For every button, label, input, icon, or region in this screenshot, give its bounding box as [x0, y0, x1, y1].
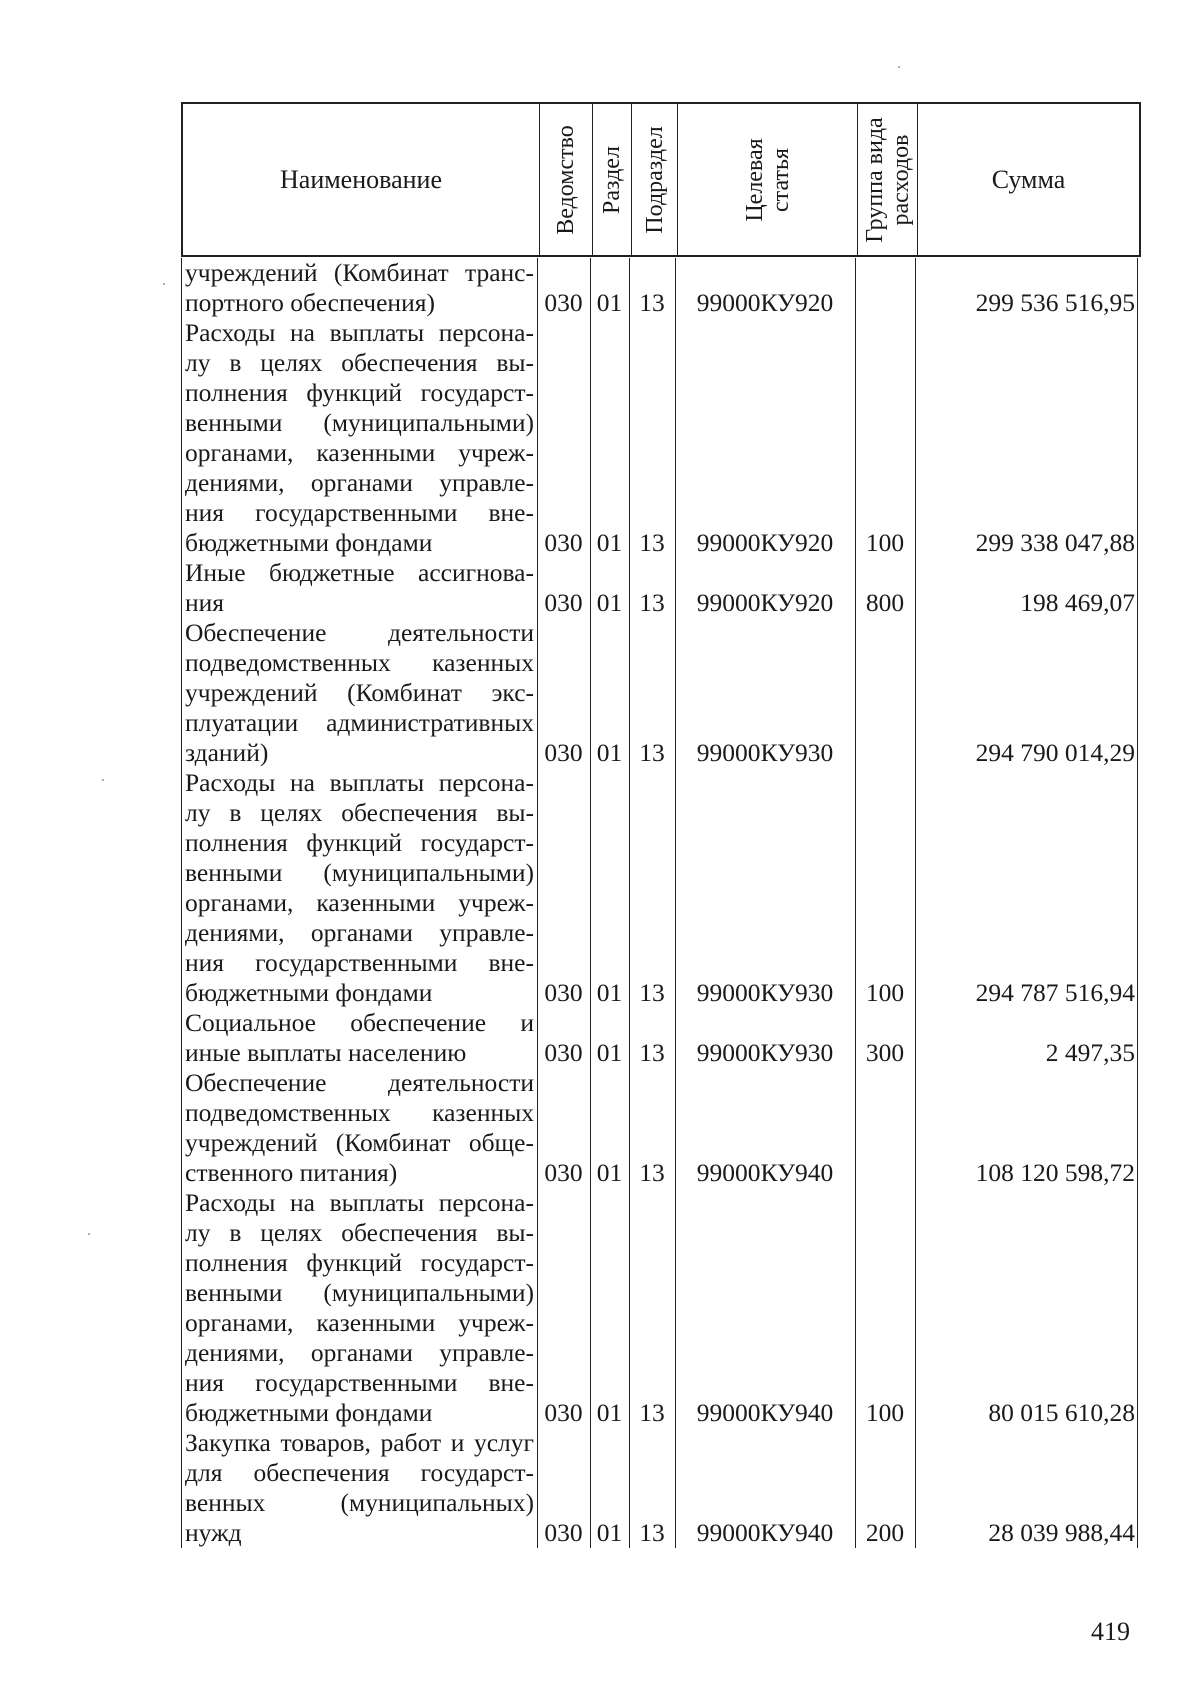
row-name — [185, 258, 534, 318]
table-row — [181, 318, 1141, 558]
row-ved: 030 — [544, 528, 583, 557]
row-name-line: для обеспечения государст- — [185, 1458, 534, 1487]
row-ved: 030 — [544, 978, 583, 1007]
row-sum: 294 787 516,94 — [975, 978, 1135, 1007]
row-grp: 300 — [865, 1038, 905, 1067]
header-name: Наименование — [280, 164, 442, 194]
header-razdel-cell — [592, 104, 631, 255]
row-ved: 030 — [544, 1518, 583, 1547]
column-rule — [590, 258, 591, 1548]
row-razd: 01 — [596, 738, 623, 767]
row-razd: 01 — [596, 1518, 623, 1547]
header-razdel: Раздел — [599, 145, 625, 214]
row-name-line: полнения функций государст- — [185, 828, 534, 857]
row-podr: 13 — [639, 738, 665, 767]
row-name-line: иные выплаты населению — [185, 1038, 467, 1067]
row-razd: 01 — [596, 1038, 623, 1067]
row-name — [185, 1188, 534, 1428]
row-name-line: дениями, органами управле- — [185, 1338, 534, 1367]
row-podr: 13 — [639, 288, 665, 317]
row-cel: 99000КУ920 — [696, 288, 834, 317]
header-gruppa: Группа вида расходов — [861, 116, 914, 243]
row-cel: 99000КУ930 — [696, 1038, 834, 1067]
row-name-line: бюджетными фондами — [185, 978, 433, 1007]
row-razd: 01 — [596, 288, 623, 317]
row-name-line: портного обеспечения) — [185, 288, 435, 317]
column-rule — [675, 258, 676, 1548]
row-ved: 030 — [544, 588, 583, 617]
row-name-line: лу в целях обеспечения вы- — [185, 798, 534, 827]
row-podr: 13 — [639, 588, 665, 617]
page-number: 419 — [1091, 1617, 1130, 1646]
row-cel: 99000КУ940 — [696, 1518, 834, 1547]
row-name-line: лу в целях обеспечения вы- — [185, 1218, 534, 1247]
header-celevaya-cell — [677, 104, 857, 255]
row-grp: 100 — [865, 1398, 905, 1427]
table-row — [181, 618, 1141, 768]
row-name — [185, 1068, 534, 1188]
row-name — [185, 1428, 534, 1548]
row-name-line: полнения функций государст- — [185, 1248, 534, 1277]
row-sum: 294 790 014,29 — [975, 738, 1135, 767]
row-name-line: органами, казенными учреж- — [185, 438, 534, 467]
row-sum: 28 039 988,44 — [988, 1518, 1135, 1547]
column-rule — [181, 258, 182, 1548]
row-sum: 299 536 516,95 — [975, 288, 1135, 317]
row-name-line: ния государственными вне- — [185, 948, 534, 977]
row-name-line: подведомственных казенных — [185, 648, 534, 677]
row-cel: 99000КУ920 — [696, 528, 834, 557]
row-cel: 99000КУ940 — [696, 1398, 834, 1427]
row-cel: 99000КУ920 — [696, 588, 834, 617]
row-ved: 030 — [544, 738, 583, 767]
header-summa-cell — [917, 104, 1139, 255]
row-name-line: нужд — [185, 1518, 242, 1547]
row-sum: 2 497,35 — [1045, 1038, 1135, 1067]
row-name — [185, 618, 534, 768]
row-name — [185, 558, 534, 618]
scan-speck — [102, 779, 104, 781]
header-podrazdel: Подраздел — [641, 125, 668, 234]
row-name-line: Расходы на выплаты персона- — [185, 318, 534, 347]
row-ved: 030 — [544, 1038, 583, 1067]
row-razd: 01 — [596, 588, 623, 617]
row-sum: 108 120 598,72 — [975, 1158, 1135, 1187]
header-vedomstvo: Ведомство — [553, 124, 579, 235]
row-name-line: Социальное обеспечение и — [185, 1008, 534, 1037]
column-rule — [629, 258, 630, 1548]
row-grp: 100 — [865, 978, 905, 1007]
row-sum: 198 469,07 — [1020, 588, 1135, 617]
table-row — [181, 1428, 1141, 1548]
row-name-line: бюджетными фондами — [185, 528, 433, 557]
table-header — [181, 102, 1141, 257]
row-name-line: венными (муниципальными) — [185, 1278, 534, 1307]
table-row — [181, 558, 1141, 618]
scan-speck — [163, 283, 165, 285]
row-name-line: ственного питания) — [185, 1158, 398, 1187]
scan-speck — [898, 66, 900, 68]
row-name-line: дениями, органами управле- — [185, 468, 534, 497]
row-razd: 01 — [596, 1158, 623, 1187]
row-podr: 13 — [639, 528, 665, 557]
row-name-line: Иные бюджетные ассигнова- — [185, 558, 534, 587]
row-name-line: учреждений (Комбинат экс- — [185, 678, 534, 707]
row-grp: 200 — [865, 1518, 905, 1547]
column-rule — [1137, 258, 1138, 1548]
row-sum: 299 338 047,88 — [975, 528, 1135, 557]
table-row — [181, 1008, 1141, 1068]
row-name — [185, 768, 534, 1008]
row-name — [185, 318, 534, 558]
table-row — [181, 768, 1141, 1008]
row-name-line: Расходы на выплаты персона- — [185, 1188, 534, 1217]
row-name-line: учреждений (Комбинат обще- — [185, 1128, 534, 1157]
row-name-line: учреждений (Комбинат транс- — [185, 258, 534, 287]
scan-speck — [88, 1233, 90, 1235]
header-gruppa-cell — [857, 104, 917, 255]
row-razd: 01 — [596, 1398, 623, 1427]
row-name-line: ния — [185, 588, 225, 617]
row-podr: 13 — [639, 1518, 665, 1547]
row-cel: 99000КУ940 — [696, 1158, 834, 1187]
row-name-line: венных (муниципальных) — [185, 1488, 534, 1517]
row-name-line: дениями, органами управле- — [185, 918, 534, 947]
row-name — [185, 1008, 534, 1068]
row-name-line: лу в целях обеспечения вы- — [185, 348, 534, 377]
row-name-line: Обеспечение деятельности — [185, 618, 534, 647]
row-razd: 01 — [596, 528, 623, 557]
column-rule — [537, 258, 538, 1548]
row-podr: 13 — [639, 1158, 665, 1187]
header-podrazdel-cell — [631, 104, 677, 255]
row-razd: 01 — [596, 978, 623, 1007]
row-name-line: венными (муниципальными) — [185, 858, 534, 887]
column-rule — [915, 258, 916, 1548]
row-name-line: зданий) — [185, 738, 269, 767]
row-ved: 030 — [544, 1398, 583, 1427]
row-sum: 80 015 610,28 — [988, 1398, 1135, 1427]
row-name-line: бюджетными фондами — [185, 1398, 433, 1427]
row-name-line: органами, казенными учреж- — [185, 1308, 534, 1337]
row-name-line: Обеспечение деятельности — [185, 1068, 534, 1097]
table-row — [181, 1068, 1141, 1188]
header-vedomstvo-cell — [539, 104, 592, 255]
row-ved: 030 — [544, 1158, 583, 1187]
table-row — [181, 1188, 1141, 1428]
row-podr: 13 — [639, 1038, 665, 1067]
table-row — [181, 258, 1141, 318]
row-name-line: Расходы на выплаты персона- — [185, 768, 534, 797]
row-name-line: органами, казенными учреж- — [185, 888, 534, 917]
header-summa: Сумма — [991, 164, 1066, 194]
row-podr: 13 — [639, 978, 665, 1007]
header-celevaya: Целевая статья — [741, 137, 794, 222]
row-name-line: ния государственными вне- — [185, 1368, 534, 1397]
row-cel: 99000КУ930 — [696, 738, 834, 767]
row-grp: 800 — [865, 588, 905, 617]
row-name-line: венными (муниципальными) — [185, 408, 534, 437]
row-grp: 100 — [865, 528, 905, 557]
row-name-line: плуатации административных — [185, 708, 534, 737]
column-rule — [855, 258, 856, 1548]
row-cel: 99000КУ930 — [696, 978, 834, 1007]
row-podr: 13 — [639, 1398, 665, 1427]
row-name-line: подведомственных казенных — [185, 1098, 534, 1127]
row-name-line: полнения функций государст- — [185, 378, 534, 407]
row-ved: 030 — [544, 288, 583, 317]
row-name-line: ния государственными вне- — [185, 498, 534, 527]
row-name-line: Закупка товаров, работ и услуг — [185, 1428, 534, 1457]
header-name-cell — [183, 104, 539, 255]
